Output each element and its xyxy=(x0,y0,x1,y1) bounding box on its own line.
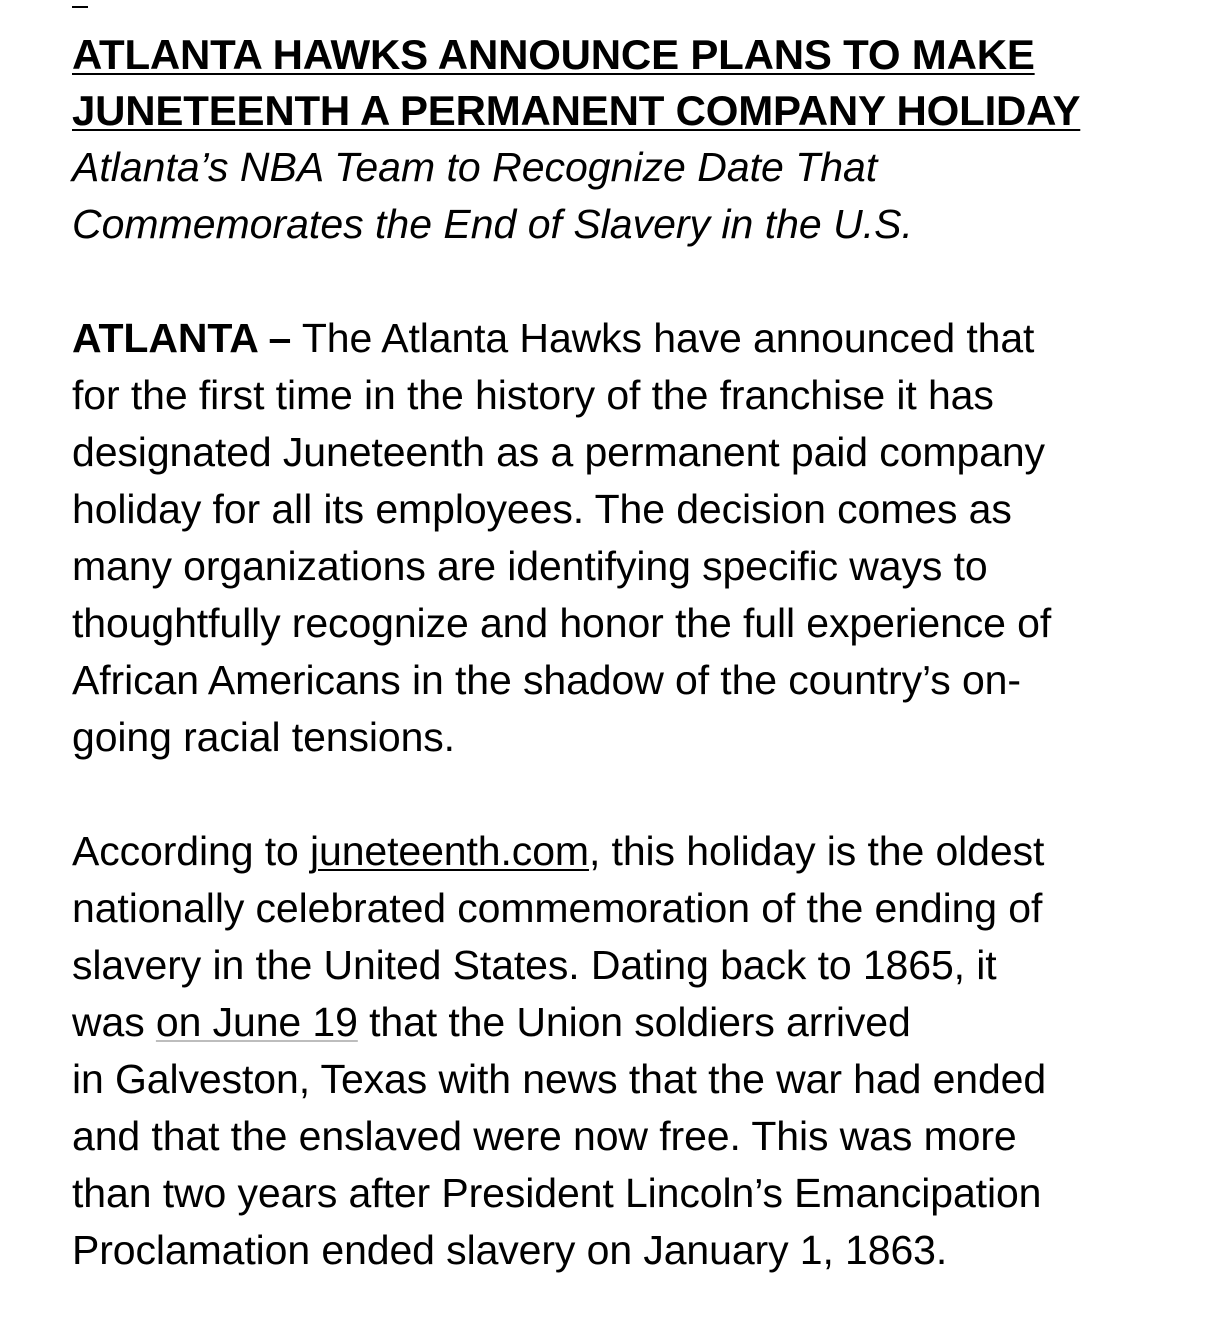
dateline: ATLANTA – xyxy=(72,315,292,361)
paragraph-intro-line-5: many organizations are identifying specific ways to xyxy=(72,543,988,589)
paragraph-history-line-4 xyxy=(72,994,1182,1051)
paragraph-history xyxy=(72,823,1182,1279)
text-fragment: , this holiday is the oldest xyxy=(588,828,1045,874)
paragraph-intro xyxy=(72,310,1182,766)
text-fragment: was xyxy=(72,999,156,1045)
paragraph-history-line-1 xyxy=(72,823,1182,880)
june-19-link[interactable]: on June 19 xyxy=(155,999,358,1045)
spacer xyxy=(72,766,1182,823)
paragraph-intro-line-2: for the first time in the history of the franchise it has xyxy=(72,372,994,418)
subheadline xyxy=(72,139,1182,253)
paragraph-history-line-7: than two years after President Lincoln’s Emancipation xyxy=(72,1170,1042,1216)
paragraph-history-line-5: in Galveston, Texas with news that the war had ended xyxy=(72,1056,1047,1102)
paragraph-history-line-6: and that the enslaved were now free. This was more xyxy=(72,1113,1017,1159)
paragraph-intro-line-4: holiday for all its employees. The decision comes as xyxy=(72,486,1012,532)
text-fragment: According to xyxy=(72,828,310,874)
headline xyxy=(72,27,1182,139)
top-dash-mark xyxy=(72,6,88,8)
paragraph-history-line-2: nationally celebrated commemoration of the ending of xyxy=(72,885,1043,931)
press-release xyxy=(72,6,1182,1279)
subheadline-line-1: Atlanta’s NBA Team to Recognize Date That xyxy=(72,144,878,190)
spacer xyxy=(72,253,1182,310)
headline-line-1: ATLANTA HAWKS ANNOUNCE PLANS TO MAKE xyxy=(72,31,1035,78)
headline-line-2: JUNETEENTH A PERMANENT COMPANY HOLIDAY xyxy=(72,87,1081,134)
paragraph-intro-line-1 xyxy=(72,310,1182,367)
subheadline-line-2: Commemorates the End of Slavery in the U.S. xyxy=(72,201,913,247)
paragraph-intro-line-7: African Americans in the shadow of the country’s on- xyxy=(72,657,1021,703)
paragraph-intro-text: The Atlanta Hawks have announced that xyxy=(291,315,1035,361)
text-fragment: that the Union soldiers arrived xyxy=(357,999,911,1045)
paragraph-intro-line-6: thoughtfully recognize and honor the full experience of xyxy=(72,600,1052,646)
paragraph-intro-line-3: designated Juneteenth as a permanent paid company xyxy=(72,429,1045,475)
paragraph-history-line-8: Proclamation ended slavery on January 1, 1863. xyxy=(72,1227,948,1273)
juneteenth-link[interactable]: juneteenth.com xyxy=(310,828,589,874)
paragraph-history-line-3: slavery in the United States. Dating back to 1865, it xyxy=(72,942,997,988)
paragraph-intro-line-8: going racial tensions. xyxy=(72,714,455,760)
